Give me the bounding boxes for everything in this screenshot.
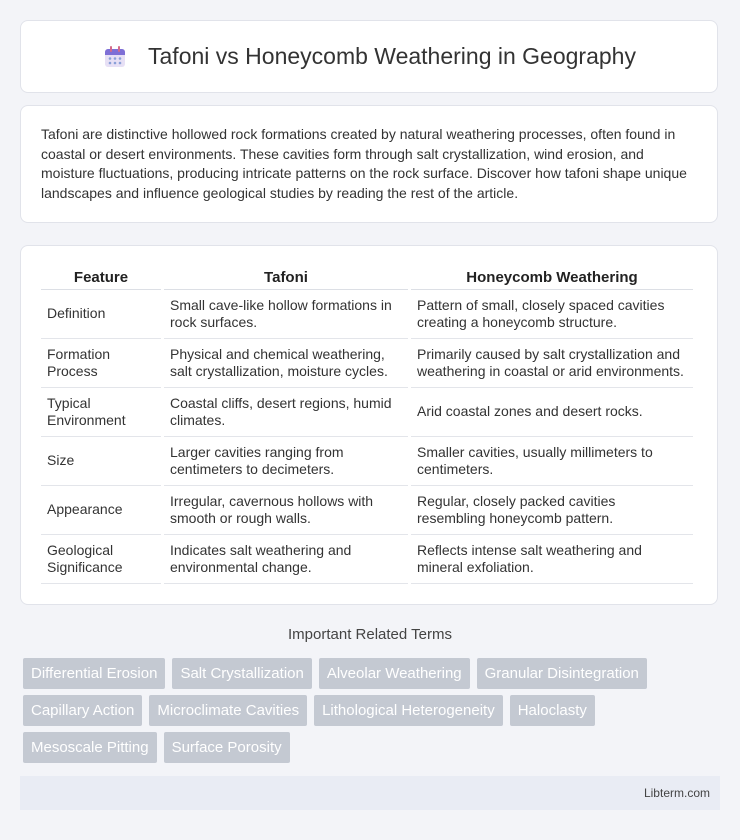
intro-card: [20, 105, 718, 223]
feature-cell: Geological Significance: [41, 535, 161, 584]
feature-cell: Formation Process: [41, 339, 161, 388]
related-term-tag[interactable]: Capillary Action: [23, 695, 142, 726]
related-term-tag[interactable]: Mesoscale Pitting: [23, 732, 157, 763]
honeycomb-cell: Primarily caused by salt crystallization and weathering in coastal or arid environments.: [411, 339, 693, 388]
table-row: [41, 388, 693, 437]
related-term-tag[interactable]: Haloclasty: [510, 695, 595, 726]
honeycomb-cell: Regular, closely packed cavities resembling honeycomb pattern.: [411, 486, 693, 535]
page-title: Tafoni vs Honeycomb Weathering in Geography: [148, 43, 636, 69]
footer: [20, 776, 720, 810]
header-feature: Feature: [41, 264, 161, 290]
footer-site-link[interactable]: Libterm.com: [643, 786, 710, 800]
header-honeycomb: Honeycomb Weathering: [411, 264, 693, 290]
related-term-tag[interactable]: Salt Crystallization: [172, 658, 311, 689]
calendar-icon: [102, 44, 128, 70]
feature-cell: Size: [41, 437, 161, 486]
honeycomb-cell: Arid coastal zones and desert rocks.: [411, 388, 693, 437]
tafoni-cell: Physical and chemical weathering, salt crystallization, moisture cycles.: [164, 339, 408, 388]
honeycomb-cell: Reflects intense salt weathering and mineral exfoliation.: [411, 535, 693, 584]
related-term-tag[interactable]: Granular Disintegration: [477, 658, 647, 689]
feature-cell: Appearance: [41, 486, 161, 535]
tafoni-cell: Indicates salt weathering and environmental change.: [164, 535, 408, 584]
table-header-row: [41, 264, 693, 290]
related-term-tag[interactable]: Surface Porosity: [164, 732, 290, 763]
header-tafoni: Tafoni: [164, 264, 408, 290]
related-terms-title: Important Related Terms: [288, 626, 452, 643]
feature-cell: Definition: [41, 290, 161, 339]
tafoni-cell: Irregular, cavernous hollows with smooth or rough walls.: [164, 486, 408, 535]
intro-text: Tafoni are distinctive hollowed rock formations created by natural weathering processes, often found in coastal or desert environments. These cavities form through salt crystallization, wind erosion, and moisture fluctuations, producing intricate patterns on the rock surface. Discover how tafoni shape unique landscapes and influence geological studies by reading the rest of the article.: [41, 126, 687, 201]
comparison-card: [20, 245, 718, 605]
table-row: [41, 486, 693, 535]
related-term-tag[interactable]: Differential Erosion: [23, 658, 165, 689]
honeycomb-cell: Pattern of small, closely spaced cavities creating a honeycomb structure.: [411, 290, 693, 339]
related-term-tag[interactable]: Lithological Heterogeneity: [314, 695, 503, 726]
comparison-table: [38, 264, 696, 584]
tafoni-cell: Larger cavities ranging from centimeters to decimeters.: [164, 437, 408, 486]
title-card: [20, 20, 718, 93]
related-terms-list: [23, 658, 723, 763]
table-row: [41, 290, 693, 339]
related-term-tag[interactable]: Microclimate Cavities: [149, 695, 307, 726]
honeycomb-cell: Smaller cavities, usually millimeters to centimeters.: [411, 437, 693, 486]
related-term-tag[interactable]: Alveolar Weathering: [319, 658, 470, 689]
table-row: [41, 339, 693, 388]
table-row: [41, 437, 693, 486]
tafoni-cell: Small cave-like hollow formations in rock surfaces.: [164, 290, 408, 339]
table-row: [41, 535, 693, 584]
feature-cell: Typical Environment: [41, 388, 161, 437]
tafoni-cell: Coastal cliffs, desert regions, humid climates.: [164, 388, 408, 437]
